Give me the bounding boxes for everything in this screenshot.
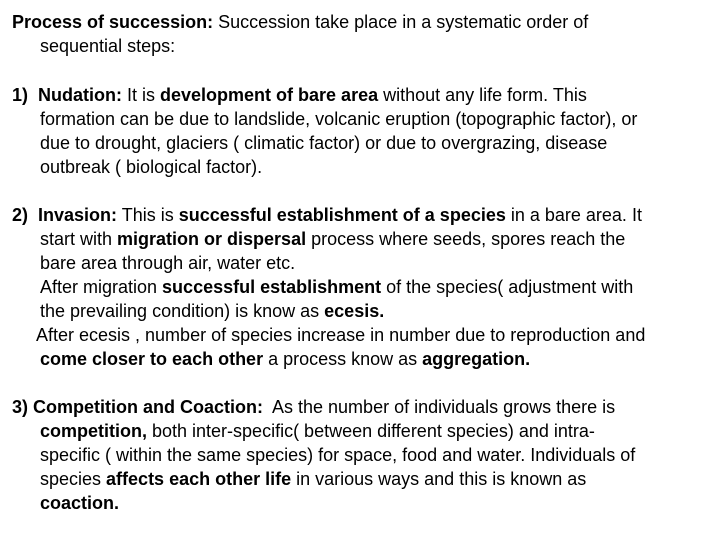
step1-line-4: outbreak ( biological factor). (40, 157, 263, 177)
step2-marker: 2) (12, 205, 39, 225)
step3-line-3: specific ( within the same species) for space, food and water. Individuals of (40, 445, 636, 465)
step2-line-2: start with migration or dispersal process where seeds, spores reach the (40, 229, 626, 249)
step2-line-7: come closer to each other a process know as aggregation. (40, 349, 531, 369)
step1-marker: 1) (12, 85, 39, 105)
step1-heading: Nudation: (38, 85, 122, 105)
intro-line-1: Process of succession: Succession take place in a systematic order of (12, 12, 589, 32)
step2-line-5: the prevailing condition) is know as ecesis. (40, 301, 385, 321)
intro-paragraph (12, 10, 716, 58)
step2-line-6: After ecesis , number of species increase in number due to reproduction and (36, 325, 646, 345)
step1-line-1: 1) Nudation: It is development of bare area without any life form. This (12, 85, 587, 105)
step3-line-2: competition, both inter-specific( between different species) and intra- (40, 421, 595, 441)
step2-line-4: After migration successful establishment of the species( adjustment with (40, 277, 634, 297)
step2-heading: Invasion: (38, 205, 118, 225)
step3-heading: 3) Competition and Coaction: (12, 397, 263, 417)
step1-line-2: formation can be due to landslide, volcanic eruption (topographic factor), or (40, 109, 638, 129)
step2-line-1: 2) Invasion: This is successful establishment of a species in a bare area. It (12, 205, 642, 225)
step-3-competition-coaction (12, 395, 716, 515)
step2-line-3: bare area through air, water etc. (40, 253, 296, 273)
step3-line-4: species affects each other life in various ways and this is known as (40, 469, 587, 489)
intro-heading: Process of succession: (12, 12, 214, 32)
intro-line-2: sequential steps: (40, 36, 176, 56)
step3-line-5: coaction. (40, 493, 120, 513)
step3-line-1: 3) Competition and Coaction: As the number of individuals grows there is (12, 397, 616, 417)
step-1-nudation (12, 83, 716, 179)
step1-line-3: due to drought, glaciers ( climatic factor) or due to overgrazing, disease (40, 133, 608, 153)
step-2-invasion (12, 203, 716, 371)
